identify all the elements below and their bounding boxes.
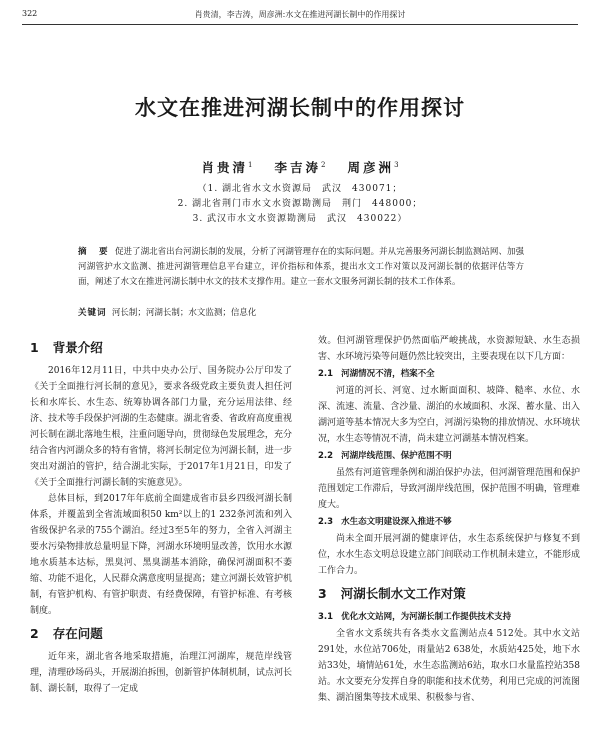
running-title: 肖贵清，李吉涛，周彦洲:水文在推进河湖长制中的作用探讨	[194, 10, 406, 19]
section-number: 3.1	[318, 612, 334, 622]
keywords	[78, 306, 524, 318]
author-name: 李吉涛	[274, 160, 322, 175]
keywords-label: 关键词	[78, 308, 107, 318]
author-name: 肖贵清	[201, 160, 248, 175]
body-paragraph: 近年来，湖北省各地采取措施，治理江河湖库，规范岸线管理，清理砂场码头，开展湖泊拆围，创新管护体制机制，试点河长制、湖长制，取得了一定成	[30, 652, 292, 694]
section-number: 2	[30, 626, 39, 641]
page-number: 322	[22, 9, 38, 18]
author-affil-mark: 3	[394, 160, 399, 169]
author-list	[0, 158, 600, 176]
author-affil-mark: 1	[247, 160, 253, 169]
author-name: 周彦洲	[347, 160, 395, 175]
affiliation-line: 2. 湖北省荆门市水文水资源勘测局 荆门 448000；	[177, 199, 423, 209]
subsection-heading	[318, 366, 580, 382]
section-number: 2.3	[318, 517, 334, 527]
subsection-heading	[318, 609, 580, 625]
section-title: 存在问题	[52, 626, 103, 641]
section-title: 水生态文明建设深入推进不够	[341, 517, 452, 527]
section-title: 河湖情况不清，档案不全	[341, 369, 435, 379]
paper-title: 水文在推进河湖长制中的作用探讨	[135, 96, 465, 120]
affiliation-line: （1. 湖北省水文水资源局 武汉 430071；	[197, 184, 403, 194]
body-paragraph: 2016年12月11日，中共中央办公厅、国务院办公厅印发了《关于全面推行河长制的意见》，要求各级党政主要负责人担任河长和水库长、水生态、统筹协调各部门力量，充分运用法律、经济、技术等手段保护河湖的生态健康。湖北省委、省政府高度重视河长制在湖北落地生根，注重问题导向，贯彻绿色发展理念，充分结合省内河湖众多的特有省情，将河长制定位为河湖长制，进一步突出对湖泊的管护，结合湖北实际，于2017年1月21日，印发了《关于全面推行河湖长制的实施意见》。	[30, 366, 292, 488]
section-title: 优化水文站网，为河湖长制工作提供技术支持	[341, 612, 512, 622]
section-title: 河湖长制水文工作对策	[340, 586, 466, 601]
section-title: 背景介绍	[52, 340, 103, 355]
section-number: 2.2	[318, 451, 334, 461]
body-paragraph: 河道的河长、河宽、过水断面面积、坡降、糙率、水位、水深、流速、流量、含沙量、湖泊的水域面积、水深、蓄水量、出入湖河道等基本情况大多为空白，河湖污染物的排放情况、水环境状况，水生态等情况不清，尚未建立河湖基本情况档案。	[318, 386, 580, 444]
body-paragraph: 尚未全面开展河湖的健康评估，水生态系统保护与修复不到位，水水生态文明总设建立部门间联动工作机制未建立，不能形成工作合力。	[318, 534, 580, 576]
section-heading	[318, 586, 580, 602]
section-heading	[30, 340, 292, 356]
body-paragraph: 总体目标，到2017年年底前全面建成省市县乡四级河湖长制体系，并覆盖到全省流域面积50 km²以上的1 232条河流和列入省级保护名录的755个湖泊。经过3至5年的努力，全省入河湖主要水污染物排放总量明显下降，河湖水环境明显改善，饮用水水源地水质基本达标，黑臭河、黑臭湖基本消除，确保河湖面积不萎缩、功能不退化，人民群众满意度明显提高；建立河湖长效管护机制，有管护机构、有管护职责、有经费保障，有管护标准、有考核制度。	[30, 494, 292, 616]
subsection-heading	[318, 448, 580, 464]
section-number: 2.1	[318, 369, 334, 379]
section-number: 1	[30, 340, 39, 355]
body-paragraph: 效。但河湖管理保护仍然面临严峻挑战，水资源短缺、水生态损害、水环境污染等问题仍然比较突出，主要表现在以下几方面：	[318, 336, 580, 362]
subsection-heading	[318, 514, 580, 530]
keywords-text: 河长制；河湖长制；水文监测；信息化	[111, 308, 257, 318]
left-column	[30, 333, 292, 697]
body-paragraph: 全省水文系统共有各类水文监测站点4 512处。其中水文站291处，水位站706处，雨量站2 638处，水质站425处，地下水站33处，墒情站61处，水生态监测站6站，取水口水量监控站358站。水文要充分发挥自身的职能和技术优势，利用已完成的河流图集、湖泊图集等技术成果、积极参与省、	[318, 629, 580, 703]
abstract-text: 促进了湖北省出台河湖长制的发展，分析了河湖管理存在的实际问题。并从完善服务河湖长制监测站网、加强河湖管护水文监测、推进河湖管理信息平台建立，评价指标和体系，提出水文工作对策以及河湖长制的依据评估等方面，阐述了水文在推进河湖长制中水文的技术支撑作用。建立一套水文服务河湖长制的技术工作体系。	[78, 247, 524, 287]
body-paragraph: 虽然有河道管理条例和湖泊保护办法，但河湖管理范围和保护范围划定工作滞后，导致河湖岸线范围，保护范围不明确，管理难度大。	[318, 468, 580, 510]
abstract-label: 摘 要	[78, 247, 110, 257]
right-column	[318, 333, 580, 706]
page-header	[22, 6, 578, 25]
section-title: 河湖岸线范围、保护范围不明	[341, 451, 452, 461]
section-heading	[30, 626, 292, 642]
abstract	[78, 245, 524, 290]
section-number: 3	[318, 586, 327, 601]
author-affil-mark: 2	[321, 160, 326, 169]
affiliation-line: 3. 武汉市水文水资源勘测局 武汉 430022）	[192, 214, 408, 224]
